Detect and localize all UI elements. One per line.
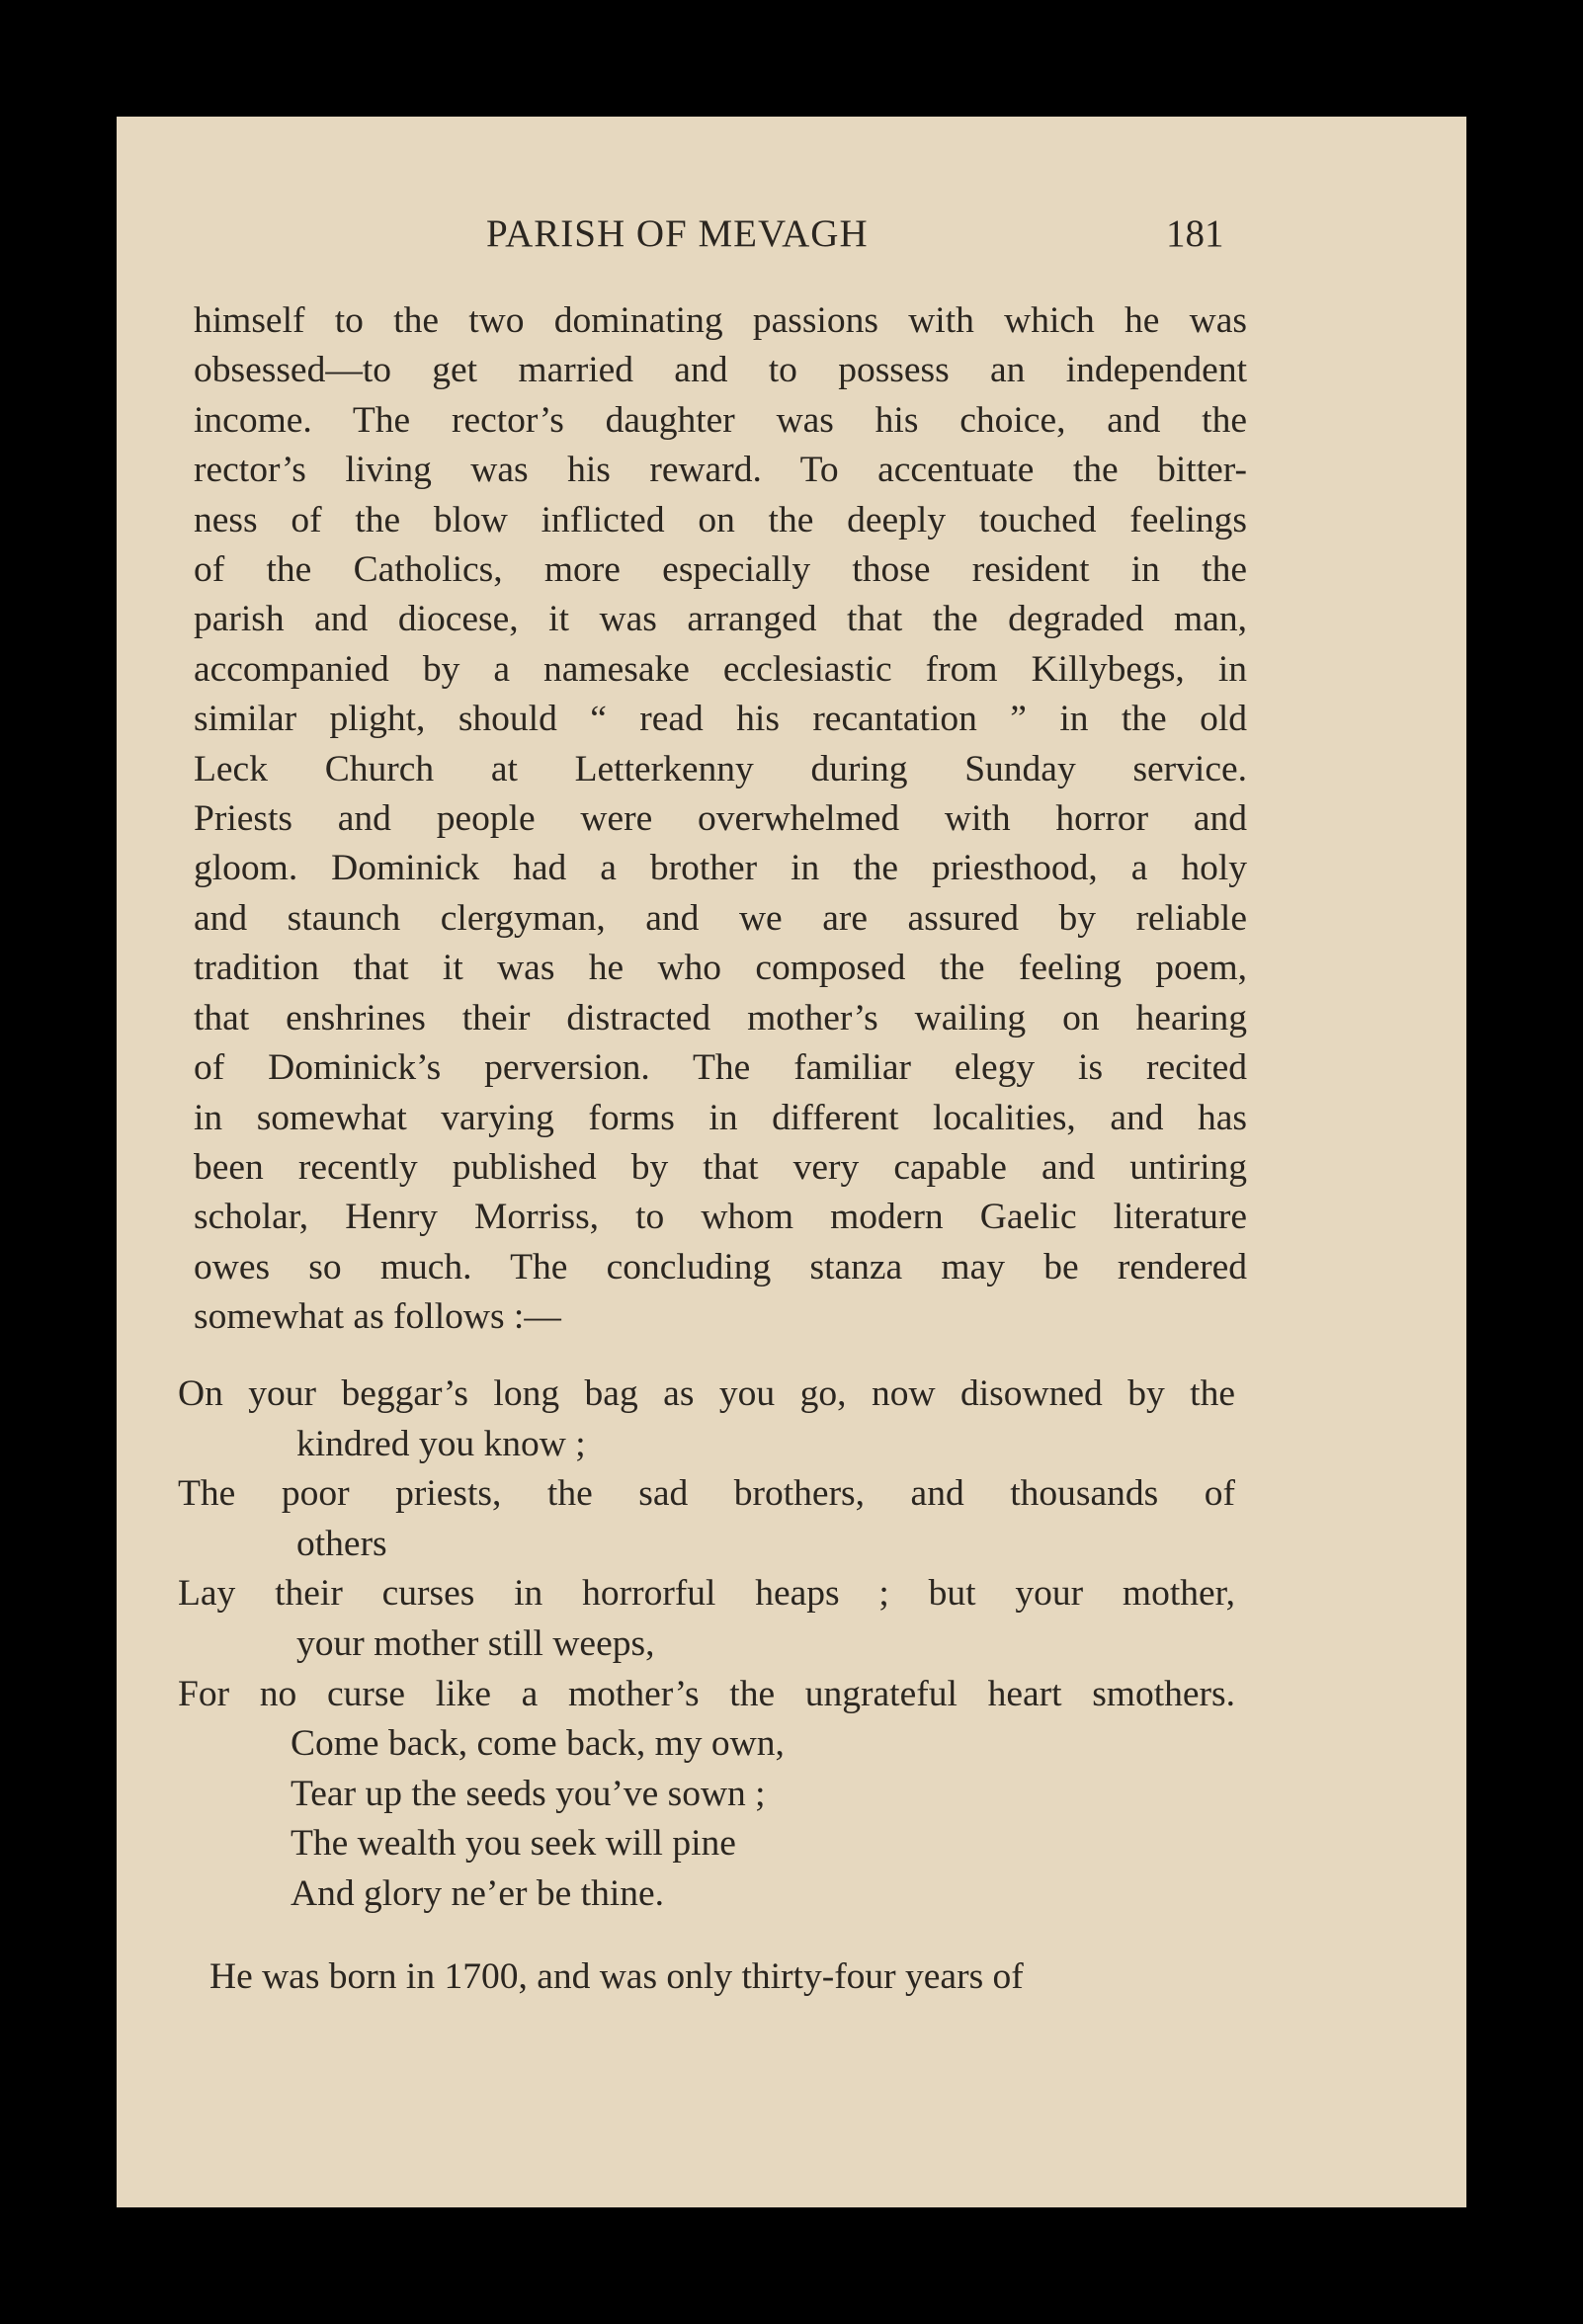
- text-line: similar plight, should “ read his recantation ” in the old: [194, 699, 1247, 740]
- poem-refrain-line: Tear up the seeds you’ve sown ;: [291, 1773, 766, 1814]
- text-line: accompanied by a namesake ecclesiastic from Killybegs, in: [194, 648, 1247, 690]
- text-line: been recently published by that very capable and untiring: [194, 1146, 1247, 1188]
- text-line: somewhat as follows :—: [194, 1296, 561, 1338]
- closing-line: He was born in 1700, and was only thirty-four years of: [209, 1956, 1024, 1997]
- poem-refrain-line: Come back, come back, my own,: [291, 1723, 785, 1765]
- text-line: Priests and people were overwhelmed with horror and: [194, 798, 1247, 840]
- body-paragraph: [194, 296, 1247, 1343]
- poem-line: On your beggar’s long bag as you go, now disowned by the: [178, 1373, 1235, 1414]
- poem-line: Lay their curses in horrorful heaps ; but your mother,: [178, 1573, 1235, 1615]
- text-line: and staunch clergyman, and we are assured by reliable: [194, 897, 1247, 939]
- text-line: obsessed—to get married and to possess an independent: [194, 350, 1247, 391]
- text-line: that enshrines their distracted mother’s wailing on hearing: [194, 997, 1247, 1038]
- text-line: himself to the two dominating passions with which he was: [194, 300, 1247, 341]
- text-line: owes so much. The concluding stanza may be rendered: [194, 1246, 1247, 1287]
- poem-line: For no curse like a mother’s the ungrateful heart smothers.: [178, 1673, 1235, 1714]
- text-line: tradition that it was he who composed the feeling poem,: [194, 948, 1247, 989]
- poem-refrain-line: And glory ne’er be thine.: [291, 1872, 665, 1914]
- running-header: [117, 211, 1466, 271]
- text-line: ness of the blow inflicted on the deeply touched feelings: [194, 499, 1247, 540]
- text-line: rector’s living was his reward. To accentuate the bitter-: [194, 450, 1247, 491]
- text-line: in somewhat varying forms in different localities, and has: [194, 1097, 1247, 1138]
- poem-line: your mother still weeps,: [296, 1622, 655, 1664]
- text-line: scholar, Henry Morriss, to whom modern Gaelic literature: [194, 1197, 1247, 1238]
- text-line: parish and diocese, it was arranged that the degraded man,: [194, 599, 1247, 640]
- poem-stanza: [178, 1370, 1235, 1920]
- poem-line: others: [296, 1523, 387, 1564]
- text-line: Leck Church at Letterkenny during Sunday service.: [194, 748, 1247, 789]
- poem-refrain-line: The wealth you seek will pine: [291, 1823, 736, 1865]
- poem-line: kindred you know ;: [296, 1423, 586, 1464]
- text-line: income. The rector’s daughter was his choice, and the: [194, 399, 1247, 441]
- page-number: 181: [1166, 212, 1224, 255]
- running-title: PARISH OF MEVAGH: [486, 212, 869, 255]
- poem-line: The poor priests, the sad brothers, and thousands of: [178, 1473, 1235, 1515]
- text-line: gloom. Dominick had a brother in the priesthood, a holy: [194, 848, 1247, 889]
- text-line: of the Catholics, more especially those resident in the: [194, 549, 1247, 591]
- text-line: of Dominick’s perversion. The familiar elegy is recited: [194, 1047, 1247, 1089]
- book-page: [117, 117, 1466, 2207]
